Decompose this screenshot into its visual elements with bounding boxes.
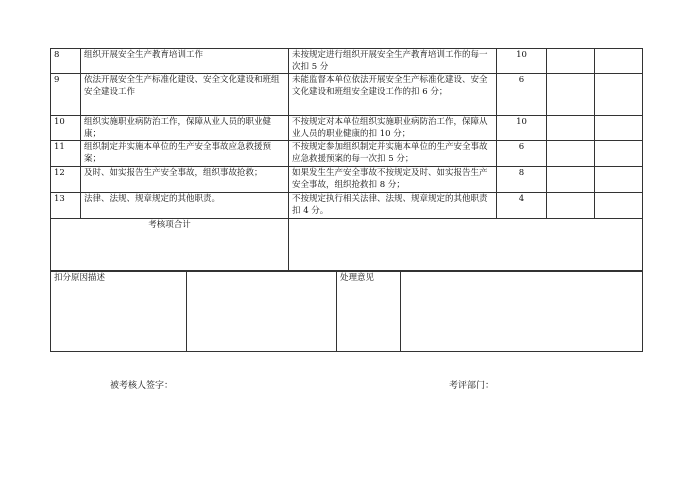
reason-value-cell[interactable] [187, 272, 337, 352]
table-row [51, 116, 643, 141]
row-number: 13 [51, 193, 81, 219]
row-number: 11 [51, 141, 81, 167]
total-value-cell[interactable] [289, 219, 643, 271]
assessment-table [50, 48, 643, 271]
row-number: 10 [51, 116, 81, 141]
blank-cell[interactable] [547, 116, 595, 141]
table-row [51, 74, 643, 116]
blank-cell[interactable] [595, 193, 643, 219]
deduction-rule: 未能监督本单位依法开展安全生产标准化建设、安全文化建设和班组安全建设工作的扣 6 分； [289, 74, 497, 116]
table-row [51, 193, 643, 219]
table-row [51, 141, 643, 167]
score-value: 6 [497, 141, 547, 167]
assessment-item: 组织开展安全生产教育培训工作 [81, 49, 289, 74]
blank-cell[interactable] [595, 141, 643, 167]
score-value: 10 [497, 49, 547, 74]
score-value: 4 [497, 193, 547, 219]
score-value: 8 [497, 167, 547, 193]
deduction-rule: 如果发生生产安全事故不按规定及时、如实报告生产安全事故，组织抢救扣 8 分； [289, 167, 497, 193]
deduction-rule: 不按规定参加组织制定并实施本单位的生产安全事故应急救援预案的每一次扣 5 分； [289, 141, 497, 167]
score-value: 10 [497, 116, 547, 141]
assessment-item: 及时、如实报告生产安全事故，组织事故抢救； [81, 167, 289, 193]
blank-cell[interactable] [547, 167, 595, 193]
score-value: 6 [497, 74, 547, 116]
blank-cell[interactable] [595, 49, 643, 74]
reason-label: 扣分原因描述 [51, 272, 187, 352]
opinion-label: 处理意见 [337, 272, 401, 352]
row-number: 9 [51, 74, 81, 116]
opinion-value-cell[interactable] [401, 272, 643, 352]
blank-cell[interactable] [547, 193, 595, 219]
blank-cell[interactable] [547, 49, 595, 74]
assessment-item: 法律、法规、规章规定的其他职责。 [81, 193, 289, 219]
table-row [51, 49, 643, 74]
assessment-item: 依法开展安全生产标准化建设、安全文化建设和班组安全建设工作 [81, 74, 289, 116]
blank-cell[interactable] [595, 116, 643, 141]
blank-cell[interactable] [595, 74, 643, 116]
blank-cell[interactable] [547, 141, 595, 167]
evaluation-dept-label: 考评部门： [449, 381, 495, 391]
deduction-rule: 不按规定对本单位组织实施职业病防治工作，保障从业人员的职业健康的扣 10 分； [289, 116, 497, 141]
reason-table [50, 271, 643, 352]
deduction-rule: 未按规定进行组织开展安全生产教育培训工作的每一次扣 5 分 [289, 49, 497, 74]
row-number: 12 [51, 167, 81, 193]
total-label: 考核项合计 [51, 219, 289, 271]
total-row [51, 219, 643, 271]
examinee-signature-label: 被考核人签字： [110, 381, 174, 391]
assessment-item: 组织制定并实施本单位的生产安全事故应急救援预案； [81, 141, 289, 167]
table-row [51, 167, 643, 193]
blank-cell[interactable] [595, 167, 643, 193]
deduction-rule: 不按规定执行相关法律、法规、规章规定的其他职责扣 4 分。 [289, 193, 497, 219]
blank-cell[interactable] [547, 74, 595, 116]
assessment-item: 组织实施职业病防治工作，保障从业人员的职业健康； [81, 116, 289, 141]
row-number: 8 [51, 49, 81, 74]
reason-row [51, 272, 643, 352]
